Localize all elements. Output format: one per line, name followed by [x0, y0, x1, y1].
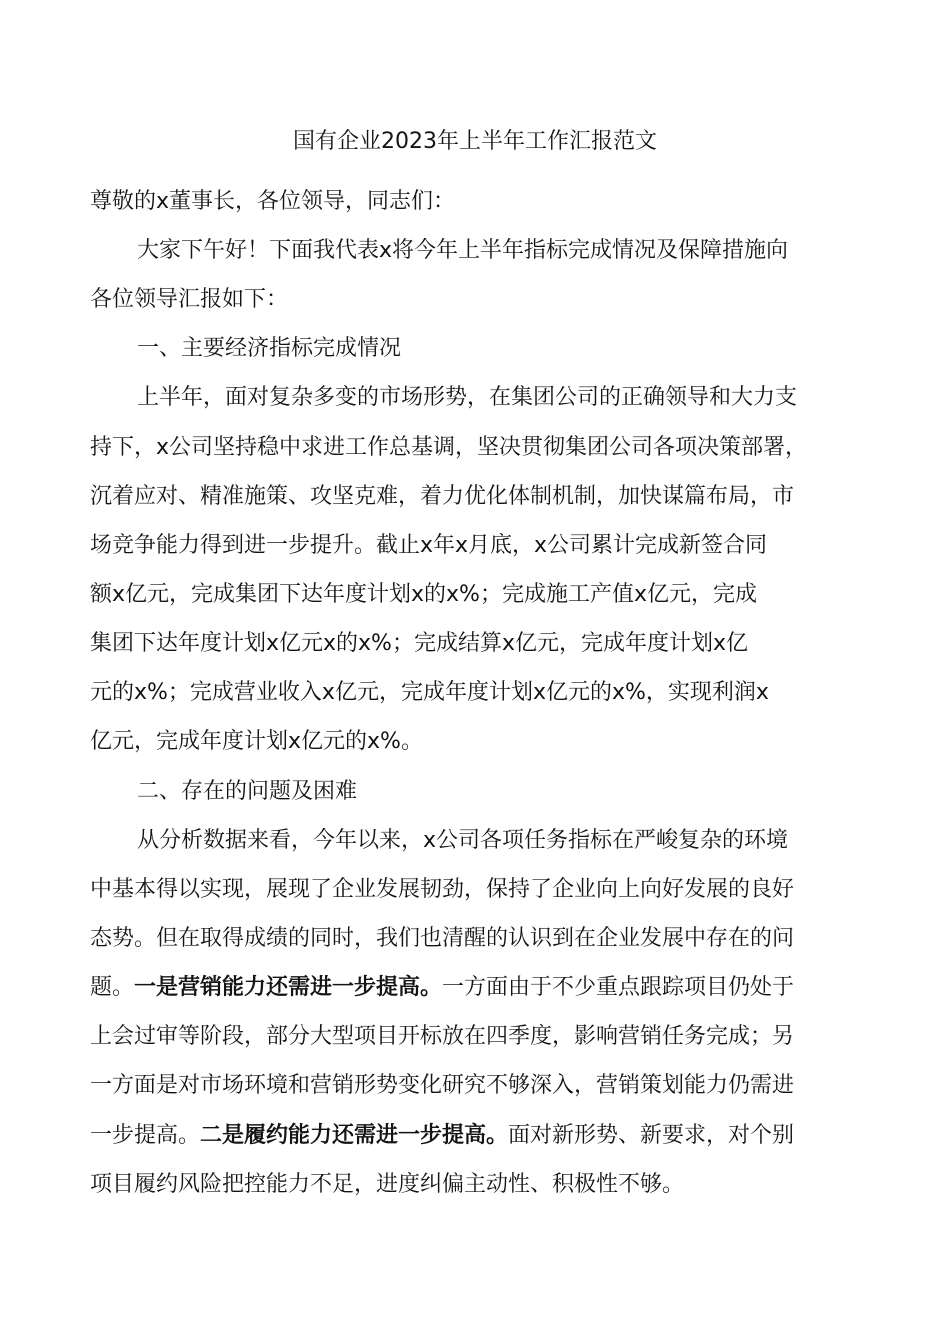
section1-line-4: 场竞争能力得到进一步提升。截止x年x月底，x公司累计完成新签合同 [90, 533, 768, 558]
section2-line-7-suffix: 面对新形势、新要求，对个别 [508, 1123, 795, 1148]
section1-line-7: 元的x%；完成营业收入x亿元，完成年度计划x亿元的x%，实现利润x [90, 680, 769, 705]
section1-line-3: 沉着应对、精准施策、攻坚克难，着力优化体制机制，加快谋篇布局，市 [90, 484, 795, 509]
section2-line-5: 上会过审等阶段，部分大型项目开标放在四季度，影响营销任务完成；另 [90, 1024, 795, 1049]
intro-line-1: 大家下午好！下面我代表x将今年上半年指标完成情况及保障措施向 [137, 238, 789, 263]
section1-line-8: 亿元，完成年度计划x亿元的x%。 [90, 729, 423, 754]
section1-line-2: 持下，x公司坚持稳中求进工作总基调，坚决贯彻集团公司各项决策部署， [90, 435, 808, 460]
point-two-bold: 二是履约能力还需进一步提高。 [200, 1123, 509, 1148]
point-one-bold: 一是营销能力还需进一步提高。 [134, 975, 443, 1000]
section1-line-5: 额x亿元，完成集团下达年度计划x的x%；完成施工产值x亿元，完成 [90, 582, 757, 607]
section1-heading: 一、主要经济指标完成情况 [137, 336, 402, 361]
section2-line-1: 从分析数据来看，今年以来，x公司各项任务指标在严峻复杂的环境 [137, 828, 789, 853]
section2-line-7 [90, 1116, 794, 1156]
section2-line-2: 中基本得以实现，展现了企业发展韧劲，保持了企业向上向好发展的良好 [90, 877, 795, 902]
section1-line-6: 集团下达年度计划x亿元x的x%；完成结算x亿元，完成年度计划x亿 [90, 631, 749, 656]
section2-line-4 [90, 968, 794, 1008]
section2-line-4-suffix: 一方面由于不少重点跟踪项目仍处于 [442, 975, 795, 1000]
section1-line-1: 上半年，面对复杂多变的市场形势，在集团公司的正确领导和大力支 [137, 385, 798, 410]
section2-line-6: 一方面是对市场环境和营销形势变化研究不够深入，营销策划能力仍需进 [90, 1073, 795, 1098]
section2-line-3: 态势。但在取得成绩的同时，我们也清醒的认识到在企业发展中存在的问 [90, 926, 795, 951]
section2-line-7-prefix: 一步提高。 [90, 1123, 201, 1148]
document-title: 国有企业2023年上半年工作汇报范文 [293, 129, 657, 154]
section2-line-8: 项目履约风险把控能力不足，进度纠偏主动性、积极性不够。 [90, 1172, 685, 1197]
intro-line-2: 各位领导汇报如下： [90, 287, 289, 312]
section2-heading: 二、存在的问题及困难 [137, 779, 358, 804]
salutation: 尊敬的x董事长，各位领导，同志们： [90, 189, 456, 214]
section2-line-4-prefix: 题。 [90, 975, 135, 1000]
